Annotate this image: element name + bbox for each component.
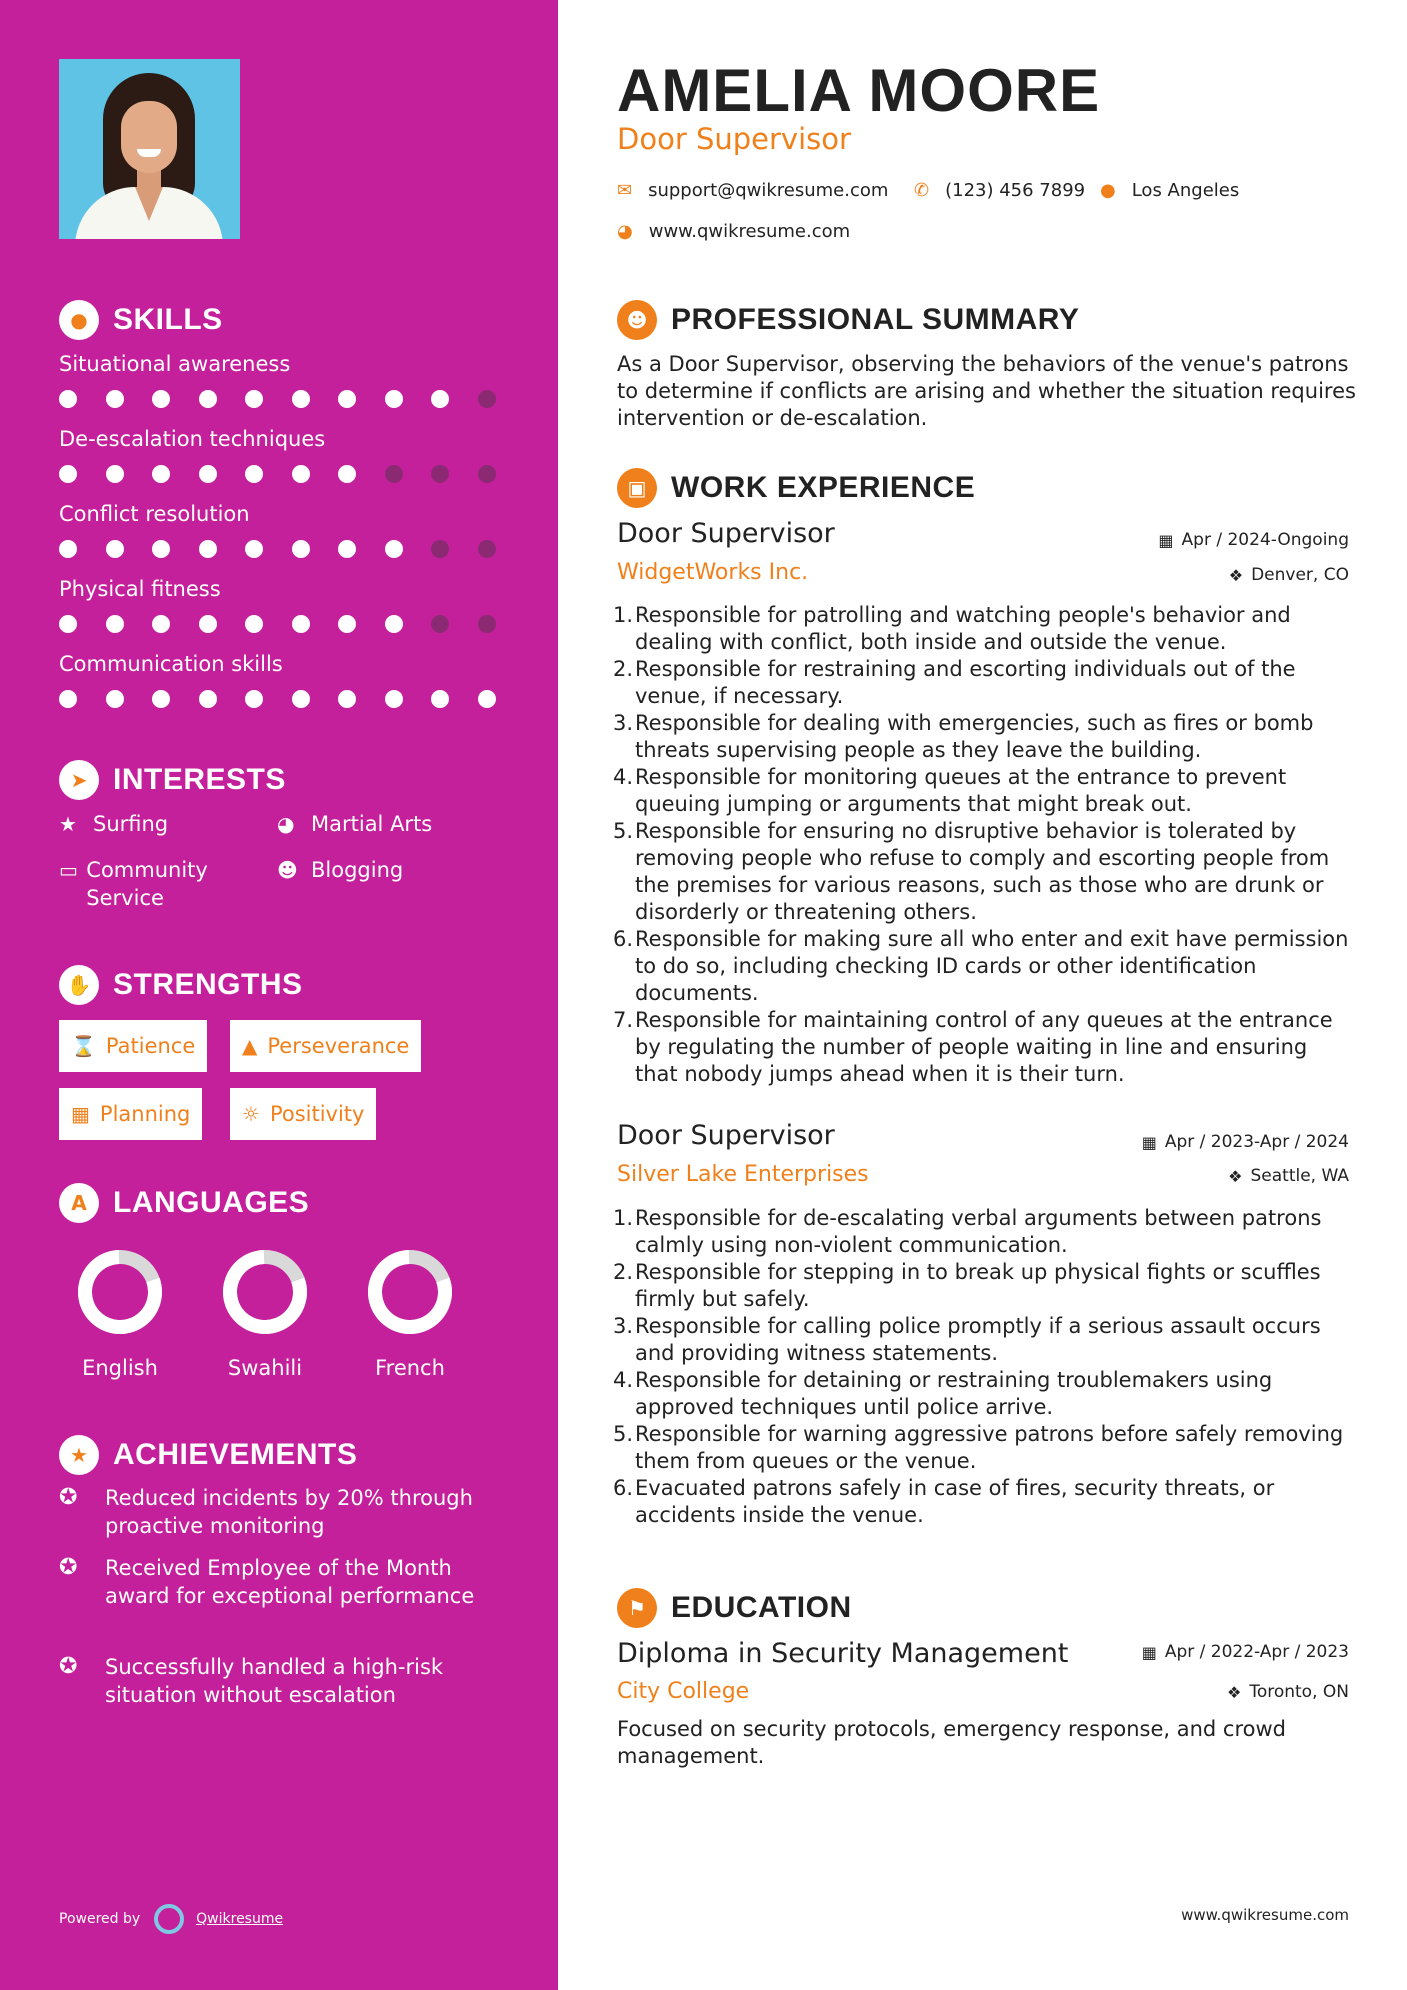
rating-dot-filled	[245, 465, 263, 483]
skill-rating	[59, 690, 524, 708]
calendar-icon: ▦	[71, 1102, 90, 1126]
list-item: 5. Responsible for ensuring no disruptive behavior is tolerated by removing people who refuse to comply and escorting people from the premises for various reasons, such as those who are drunk or disorderly or threatening others.	[613, 819, 1330, 924]
school-name: City College	[617, 1679, 750, 1704]
skill-rating	[59, 465, 524, 483]
rating-dot-filled	[152, 690, 170, 708]
rating-dot-filled	[245, 690, 263, 708]
lightbulb-icon: ●	[59, 300, 99, 340]
briefcase-icon: ▣	[617, 468, 657, 508]
contact-phone[interactable]: ✆ (123) 456 7899	[914, 180, 1086, 201]
list-item: 1. Responsible for patrolling and watching people's behavior and dealing with conflict, both inside and outside the venue.	[613, 603, 1291, 654]
rating-dot-filled	[245, 390, 263, 408]
rating-dot-empty	[431, 615, 449, 633]
rating-dot-filled	[338, 540, 356, 558]
sidebar	[0, 0, 558, 1990]
rating-dot-filled	[106, 690, 124, 708]
job-company: Silver Lake Enterprises	[617, 1162, 869, 1187]
candidate-role: Door Supervisor	[617, 122, 851, 156]
rating-dot-filled	[106, 390, 124, 408]
achievement-item: ✪ Successfully handled a high-risk situation without escalation	[59, 1654, 444, 1707]
interest-item: ★ Surfing	[59, 812, 169, 836]
skill-name: Conflict resolution	[59, 502, 250, 526]
star-burst-icon: ✪	[59, 1555, 78, 1580]
qwikresume-logo-icon	[154, 1904, 184, 1934]
rating-dot-empty	[478, 540, 496, 558]
envelope-icon: ✉	[617, 180, 633, 201]
list-item: 3. Responsible for calling police promptly if a serious assault occurs and providing witness statements.	[613, 1314, 1321, 1365]
rating-dot-filled	[431, 390, 449, 408]
rating-dot-filled	[292, 690, 310, 708]
interest-item: ☻ Blogging	[277, 858, 404, 882]
globe-icon: ◕	[617, 221, 633, 242]
skill-name: De-escalation techniques	[59, 427, 326, 451]
language-item	[355, 1250, 465, 1380]
achievements-heading: ★ ACHIEVEMENTS	[59, 1435, 357, 1475]
strength-tag: ☼ Positivity	[230, 1088, 376, 1140]
rating-dot-filled	[292, 465, 310, 483]
rating-dot-filled	[152, 615, 170, 633]
calendar-icon: ▦	[1141, 1132, 1157, 1152]
users-icon: ☻	[277, 858, 298, 882]
strength-tag: ⌛ Patience	[59, 1020, 207, 1072]
profile-photo	[59, 59, 240, 239]
rating-dot-filled	[59, 690, 77, 708]
rating-dot-filled	[385, 540, 403, 558]
rating-dot-filled	[152, 465, 170, 483]
strength-tag: ▦ Planning	[59, 1088, 202, 1140]
qwikresume-link[interactable]: Qwikresume	[196, 1911, 284, 1927]
graduation-icon: ⚑	[617, 1588, 657, 1628]
interest-item: ◕ Martial Arts	[277, 812, 433, 836]
star-burst-icon: ✪	[59, 1485, 78, 1510]
rating-dot-filled	[59, 465, 77, 483]
language-ring	[223, 1250, 307, 1334]
rating-dot-filled	[199, 390, 217, 408]
interests-heading: ➤ INTERESTS	[59, 760, 286, 800]
rating-dot-empty	[385, 465, 403, 483]
language-item	[210, 1250, 320, 1380]
rating-dot-filled	[338, 390, 356, 408]
list-item: 4. Responsible for monitoring queues at the entrance to prevent queuing jumping or arguments that might break out.	[613, 765, 1287, 816]
skill-name: Situational awareness	[59, 352, 291, 376]
skill-rating	[59, 615, 524, 633]
rating-dot-filled	[431, 690, 449, 708]
rating-dot-filled	[106, 465, 124, 483]
job-dates: ▦ Apr / 2024-Ongoing	[1158, 530, 1349, 550]
language-label: English	[82, 1356, 158, 1380]
list-item: 5. Responsible for warning aggressive patrons before safely removing them from queues or the venue.	[613, 1422, 1344, 1473]
rating-dot-filled	[152, 390, 170, 408]
rating-dot-filled	[245, 615, 263, 633]
rating-dot-empty	[431, 540, 449, 558]
rating-dot-empty	[478, 615, 496, 633]
star-icon: ★	[59, 812, 77, 836]
list-item: 7. Responsible for maintaining control of any queues at the entrance by regulating the number of people waiting in line and ensuring that nobody jumps ahead when it is their turn.	[613, 1008, 1333, 1086]
medal-icon: ★	[59, 1435, 99, 1475]
achievement-item: ✪ Received Employee of the Month award for exceptional performance	[59, 1555, 475, 1608]
rating-dot-filled	[106, 615, 124, 633]
rating-dot-filled	[338, 690, 356, 708]
list-item: 2. Responsible for restraining and escorting individuals out of the venue, if necessary.	[613, 657, 1296, 708]
calendar-icon: ▦	[1158, 530, 1174, 550]
rating-dot-filled	[245, 540, 263, 558]
skill-name: Communication skills	[59, 652, 283, 676]
phone-icon: ✆	[914, 180, 930, 201]
rating-dot-filled	[292, 540, 310, 558]
rating-dot-filled	[199, 540, 217, 558]
rating-dot-filled	[292, 390, 310, 408]
user-icon: ☻	[617, 300, 657, 340]
list-item: 1. Responsible for de-escalating verbal arguments between patrons calmly using non-violent communication.	[613, 1206, 1322, 1257]
rating-dot-filled	[199, 615, 217, 633]
rating-dot-filled	[59, 615, 77, 633]
achievement-item: ✪ Reduced incidents by 20% through proactive monitoring	[59, 1485, 473, 1538]
skill-rating	[59, 540, 524, 558]
language-item	[65, 1250, 175, 1380]
hourglass-icon: ⌛	[71, 1034, 96, 1058]
job-dates: ▦ Apr / 2023-Apr / 2024	[1141, 1132, 1349, 1152]
job-location: ❖ Seattle, WA	[1228, 1166, 1349, 1186]
rating-dot-filled	[59, 540, 77, 558]
skill-rating	[59, 390, 524, 408]
language-icon: A	[59, 1183, 99, 1223]
rating-dot-filled	[385, 615, 403, 633]
rating-dot-filled	[199, 690, 217, 708]
rating-dot-empty	[478, 390, 496, 408]
language-ring	[368, 1250, 452, 1334]
list-item: 6. Evacuated patrons safely in case of fires, security threats, or accidents inside the venue.	[613, 1476, 1275, 1527]
education-heading: ⚑ EDUCATION	[617, 1588, 852, 1628]
rating-dot-empty	[431, 465, 449, 483]
education-location: ❖ Toronto, ON	[1226, 1682, 1349, 1702]
fist-icon: ✋	[59, 965, 99, 1005]
list-item: 6. Responsible for making sure all who enter and exit have permission to do so, including checking ID cards or other identification documents.	[613, 927, 1349, 1005]
rating-dot-filled	[106, 540, 124, 558]
rating-dot-filled	[59, 390, 77, 408]
education-dates: ▦ Apr / 2022-Apr / 2023	[1141, 1642, 1349, 1662]
candidate-name: AMELIA MOORE	[617, 57, 1101, 124]
rating-dot-filled	[385, 690, 403, 708]
interest-item: ▭ Community Service	[59, 858, 208, 910]
paper-plane-icon: ➤	[59, 760, 99, 800]
degree-title: Diploma in Security Management	[617, 1638, 1069, 1669]
pin-icon: ❖	[1228, 1166, 1243, 1186]
map-pin-icon: ●	[1100, 180, 1116, 201]
calendar-icon: ▦	[1141, 1642, 1157, 1662]
rating-dot-filled	[385, 390, 403, 408]
language-ring	[78, 1250, 162, 1334]
strength-tag: ▲ Perseverance	[230, 1020, 421, 1072]
skill-name: Physical fitness	[59, 577, 221, 601]
road-icon: ▲	[242, 1034, 258, 1058]
rating-dot-filled	[338, 615, 356, 633]
rating-dot-filled	[292, 615, 310, 633]
star-burst-icon: ✪	[59, 1654, 78, 1679]
contact-location: ● Los Angeles	[1100, 180, 1240, 201]
language-label: French	[375, 1356, 445, 1380]
list-item: 2. Responsible for stepping in to break up physical fights or scuffles firmly but safely.	[613, 1260, 1321, 1311]
hand-icon: ▭	[59, 858, 78, 882]
powered-by: Powered by Qwikresume	[59, 1904, 283, 1934]
list-item: 3. Responsible for dealing with emergencies, such as fires or bomb threats supervising people as they leave the building.	[613, 711, 1314, 762]
rating-dot-filled	[478, 690, 496, 708]
job-bullets	[613, 602, 1353, 1088]
footer-url[interactable]: www.qwikresume.com	[1181, 1906, 1349, 1924]
pin-icon: ❖	[1228, 565, 1244, 585]
sun-icon: ☼	[242, 1102, 260, 1126]
summary-text: As a Door Supervisor, observing the behaviors of the venue's patrons to determine if conflicts are arising and whether the situation requires intervention or de-escalation.	[617, 352, 1356, 430]
job-company: WidgetWorks Inc.	[617, 560, 809, 585]
list-item: 4. Responsible for detaining or restraining troublemakers using approved techniques until police arrive.	[613, 1368, 1273, 1419]
rating-dot-filled	[199, 465, 217, 483]
language-label: Swahili	[227, 1356, 303, 1380]
contact-email[interactable]: ✉ support@qwikresume.com	[617, 180, 889, 201]
pin-icon: ❖	[1226, 1682, 1242, 1702]
education-text: Focused on security protocols, emergency response, and crowd management.	[617, 1717, 1286, 1768]
languages-heading: A LANGUAGES	[59, 1183, 309, 1223]
rating-dot-filled	[338, 465, 356, 483]
rating-dot-empty	[478, 465, 496, 483]
skills-heading: ● SKILLS	[59, 300, 223, 340]
strengths-heading: ✋ STRENGTHS	[59, 965, 303, 1005]
summary-heading: ☻ PROFESSIONAL SUMMARY	[617, 300, 1079, 340]
experience-heading: ▣ WORK EXPERIENCE	[617, 468, 975, 508]
job-title: Door Supervisor	[617, 518, 835, 549]
contact-website[interactable]: ◕ www.qwikresume.com	[617, 221, 851, 242]
job-bullets	[613, 1205, 1353, 1529]
rating-dot-filled	[152, 540, 170, 558]
globe-icon: ◕	[277, 812, 295, 836]
job-title: Door Supervisor	[617, 1120, 835, 1151]
job-location: ❖ Denver, CO	[1228, 565, 1349, 585]
